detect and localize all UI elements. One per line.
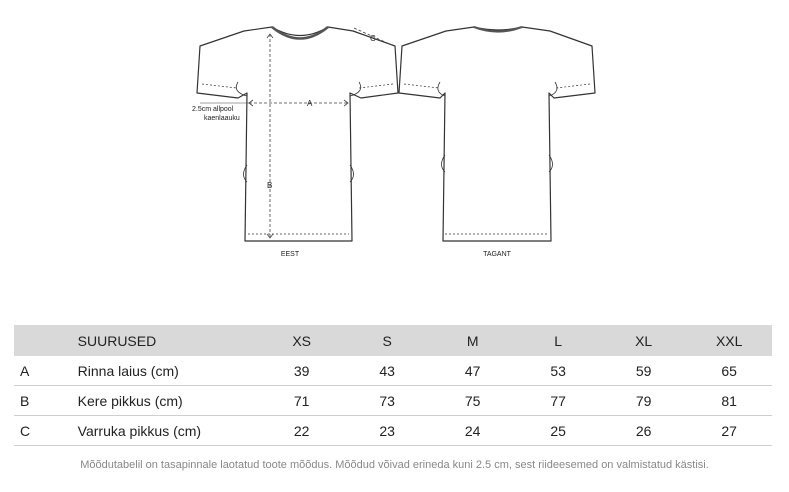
table-cell: 77 [550,392,566,409]
row-name: Kere pikkus (cm) [77,392,183,409]
row-name: Rinna laius (cm) [77,362,179,379]
table-cell: 26 [635,422,652,439]
table-cell: 22 [293,422,310,439]
table-cell: 25 [550,422,566,439]
table-cell: 73 [379,392,395,409]
footnote: Mõõdutabelil on tasapinnale laotatud toote mõõdus. Mõõdud võivad erineda kuni 2.5 cm, sest riideesemed on valmistatud kästisi. [80,459,709,471]
table-row [14,386,772,416]
marker-b: B [267,181,273,190]
annotation-line-1: 2.5cm allpool [192,106,234,113]
table-cell: 59 [635,362,652,379]
table-cell: 39 [293,362,310,379]
table-cell: 24 [464,422,481,439]
row-key: B [20,392,30,409]
table-cell: 65 [721,362,737,379]
header-label: SUURUSED [77,332,157,349]
header-size-xl: XL [635,332,653,349]
table-cell: 27 [721,422,737,439]
table-row [14,416,772,446]
row-key: A [20,362,30,379]
header-size-xs: XS [292,332,311,349]
header-size-l: L [554,332,563,349]
back-shirt [399,27,595,241]
table-cell: 43 [379,362,395,379]
marker-a: A [307,99,313,108]
marker-c: C [370,34,376,43]
back-label: TAGANT [483,251,511,258]
header-size-xxl: XXL [715,332,743,349]
row-key: C [20,422,31,439]
table-cell: 23 [379,422,395,439]
table-row [14,356,772,386]
header-key-cell [14,325,78,356]
front-shirt [197,27,398,241]
table-header-row [14,325,772,356]
header-size-m: M [466,332,479,349]
table-cell: 79 [635,392,652,409]
size-table [14,325,772,446]
front-label: EEST [280,251,300,258]
row-name: Varruka pikkus (cm) [77,422,202,439]
header-size-s: S [382,332,392,349]
table-cell: 81 [721,392,737,409]
table-cell: 75 [464,392,481,409]
annotation-line-2: kaenlaauku [204,115,240,122]
table-cell: 53 [550,362,566,379]
table-cell: 47 [464,362,481,379]
table-cell: 71 [293,392,310,409]
